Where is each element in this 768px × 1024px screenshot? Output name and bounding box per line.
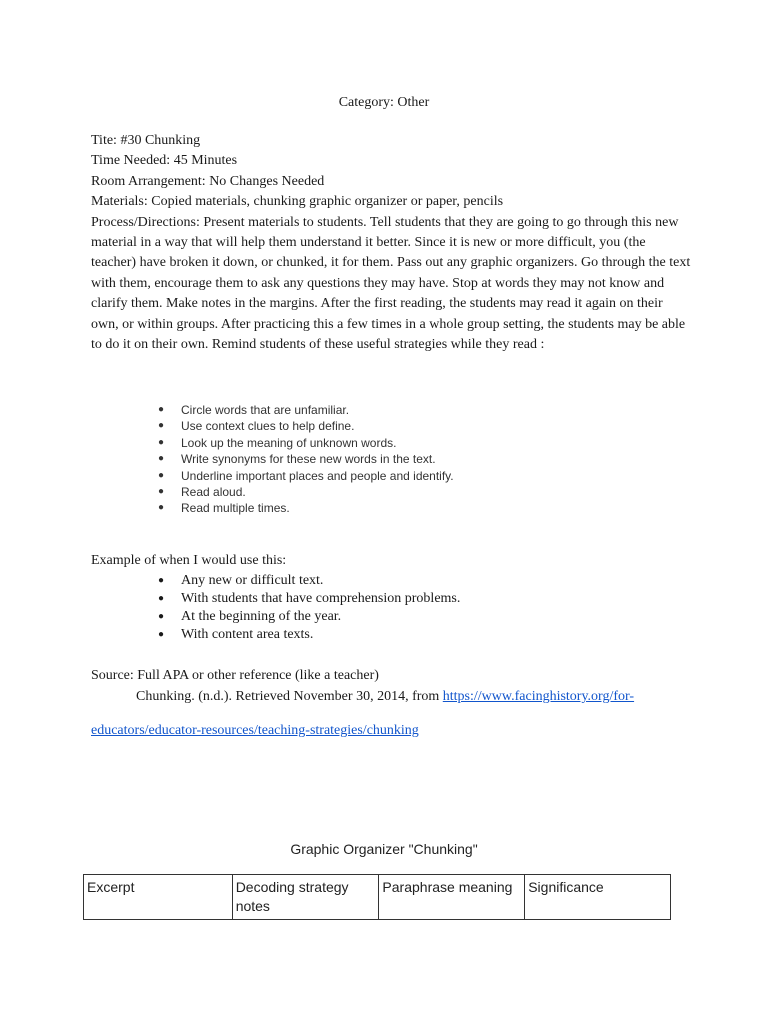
process-directions: Process/Directions: Present materials to students. Tell students that they are going to go through this new material in a way that will help them understand it better. Since it is new or more difficult, you (the teacher) have broken it down, or chunked, it for them. Pass out any graphic organizers. Go through the text with them, encourage them to ask any questions they may have. Stop at words they may not know and clarify them. Make notes in the margins. After the first reading, the students may read it again on their own, or within groups. After practicing this a few times in a whole group setting, the students may be able to do it on their own. Remind students of these useful strategies while they read : [91, 214, 691, 353]
list-item: ● Write synonyms for these new words in the text. [0, 451, 454, 467]
list-item: ● Underline important places and people and identify. [0, 468, 454, 484]
time-needed: Time Needed: 45 Minutes [91, 153, 238, 169]
organizer-table [83, 874, 671, 920]
strategy-list [0, 402, 454, 517]
category-heading: Category: Other [338, 95, 430, 110]
lesson-title: Tite: #30 Chunking [91, 133, 201, 148]
column-significance: Significance [525, 875, 671, 920]
list-item: ● At the beginning of the year. [0, 608, 460, 626]
citation [136, 687, 634, 707]
list-item: ● Read multiple times. [0, 500, 454, 516]
source-link[interactable]: https://www.facinghistory.org/for- [442, 689, 635, 704]
source-label: Source: Full APA or other reference (like a teacher) [91, 668, 379, 683]
list-item: ● With content area texts. [0, 626, 460, 644]
materials: Materials: Copied materials, chunking graphic organizer or paper, pencils [91, 194, 504, 210]
list-item: ● Look up the meaning of unknown words. [0, 435, 454, 451]
list-item: ● Circle words that are unfamiliar. [0, 402, 454, 418]
example-heading: Example of when I would use this: [91, 553, 287, 568]
example-list [0, 572, 460, 644]
column-paraphrase: Paraphrase meaning [379, 875, 525, 920]
column-decoding-notes: Decoding strategy notes [232, 875, 379, 920]
source-link-continued[interactable]: educators/educator-resources/teaching-strategies/chunking [91, 723, 419, 738]
list-item: ● Any new or difficult text. [0, 572, 460, 590]
citation-text: Chunking. (n.d.). Retrieved November 30, 2014, from [136, 689, 443, 704]
list-item: ● Use context clues to help define. [0, 418, 454, 434]
room-arrangement: Room Arrangement: No Changes Needed [91, 173, 325, 189]
lesson-fields [91, 131, 691, 355]
column-excerpt: Excerpt [84, 875, 233, 920]
citation-link-continued [91, 721, 419, 741]
list-item: ● Read aloud. [0, 484, 454, 500]
organizer-title: Graphic Organizer "Chunking" [290, 841, 478, 857]
list-item: ● With students that have comprehension problems. [0, 590, 460, 608]
table-header-row [84, 875, 671, 920]
